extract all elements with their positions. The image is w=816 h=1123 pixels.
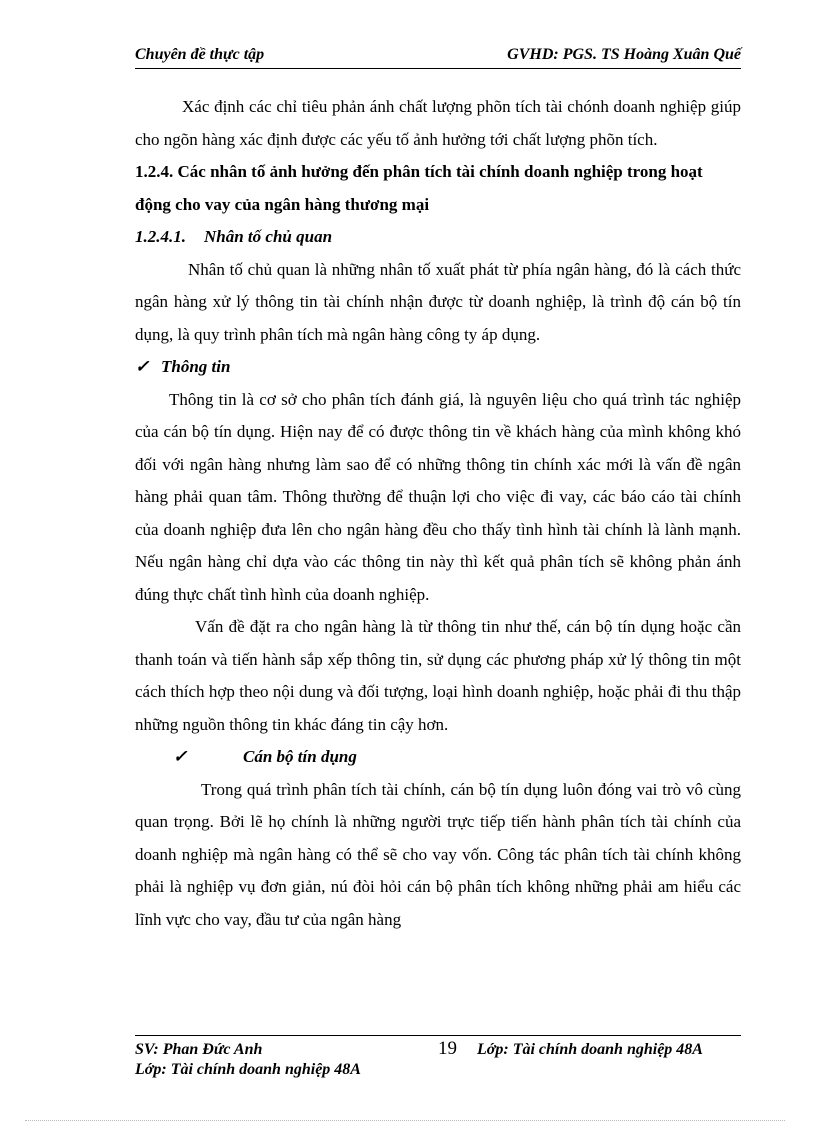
paragraph-problem: Vấn đề đặt ra cho ngân hàng là từ thông tin như thế, cán bộ tín dụng hoặc cần thanh toán và tiến hành sắp xếp thông tin, sử dụng các phương pháp xử lý thông tin một cách thích hợp theo nội dung và đối tượng, loại hình doanh nghiệp, hoặc phải đi thu thập những nguồn thông tin khác đáng tin cậy hơn.	[135, 617, 741, 734]
check-icon: ✓	[173, 747, 188, 766]
bullet-credit-officer	[135, 741, 741, 774]
header-supervisor: GVHD: PGS. TS Hoàng Xuân Quế	[507, 46, 741, 63]
section-heading-1-2-4: 1.2.4. Các nhân tố ảnh hưởng đến phân tích tài chính doanh nghiệp trong hoạt động cho vay của ngân hàng thương mại	[135, 162, 703, 214]
document-body	[135, 91, 741, 936]
bullet-information	[135, 351, 741, 384]
page-number: 19	[438, 1038, 457, 1059]
paragraph-subjective-factors: Nhân tố chủ quan là những nhân tố xuất phát từ phía ngân hàng, đó là cách thức ngân hàng xử lý thông tin tài chính nhận được từ doanh nghiệp, là trình độ cán bộ tín dụng, là quy trình phân tích mà ngân hàng công ty áp dụng.	[135, 259, 741, 344]
subsection-heading-1-2-4-1	[135, 221, 741, 254]
footer-class-left: Lớp: Tài chính doanh nghiệp 48A	[135, 1061, 361, 1078]
bullet-credit-officer-label: Cán bộ tín dụng	[243, 747, 357, 766]
page-footer	[135, 1035, 741, 1083]
paragraph-credit-officer: Trong quá trình phân tích tài chính, cán bộ tín dụng luôn đóng vai trò vô cùng quan trọng. Bởi lẽ họ chính là những người trực tiếp tiến hành phân tích tài chính của doanh nghiệp mà ngân hàng có thể sẽ cho vay vốn. Công tác phân tích tài chính không phải là nghiệp vụ đơn giản, nú đòi hỏi cán bộ phân tích không những phải am hiểu các lĩnh vực cho vay, đầu tư của ngân hàng	[135, 779, 741, 929]
page-bottom-divider	[25, 1120, 785, 1121]
subsection-number: 1.2.4.1.	[135, 227, 186, 246]
page-header	[135, 44, 741, 69]
footer-class-right: Lớp: Tài chính doanh nghiệp 48A	[477, 1041, 703, 1058]
bullet-information-label: Thông tin	[161, 357, 231, 376]
paragraph-intro: Xác định các chỉ tiêu phản ánh chất lượng phõn tích tài chónh doanh nghiệp giúp cho ngõn hàng xác định được các yếu tố ảnh hưởng tới chất lượng phõn tích.	[135, 97, 741, 149]
header-document-title: Chuyên đề thực tập	[135, 46, 265, 63]
paragraph-information: Thông tin là cơ sở cho phân tích đánh giá, là nguyên liệu cho quá trình tác nghiệp của cán bộ tín dụng. Hiện nay để có được thông tin về khách hàng của mình không khó đối với ngân hàng nhưng làm sao để có những thông tin chính xác mới là vấn đề ngân hàng phải quan tâm. Thông thường để thuận lợi cho việc đi vay, các báo cáo tài chính của doanh nghiệp đưa lên cho ngân hàng đều cho thấy tình hình tài chính là lành mạnh. Nếu ngân hàng chỉ dựa vào các thông tin này thì kết quả phân tích sẽ không phản ánh đúng thực chất tình hình của doanh nghiệp.	[135, 389, 741, 604]
check-icon: ✓	[135, 357, 150, 376]
footer-student-name: SV: Phan Đức Anh	[135, 1041, 263, 1058]
subsection-title: Nhân tố chủ quan	[204, 227, 333, 246]
